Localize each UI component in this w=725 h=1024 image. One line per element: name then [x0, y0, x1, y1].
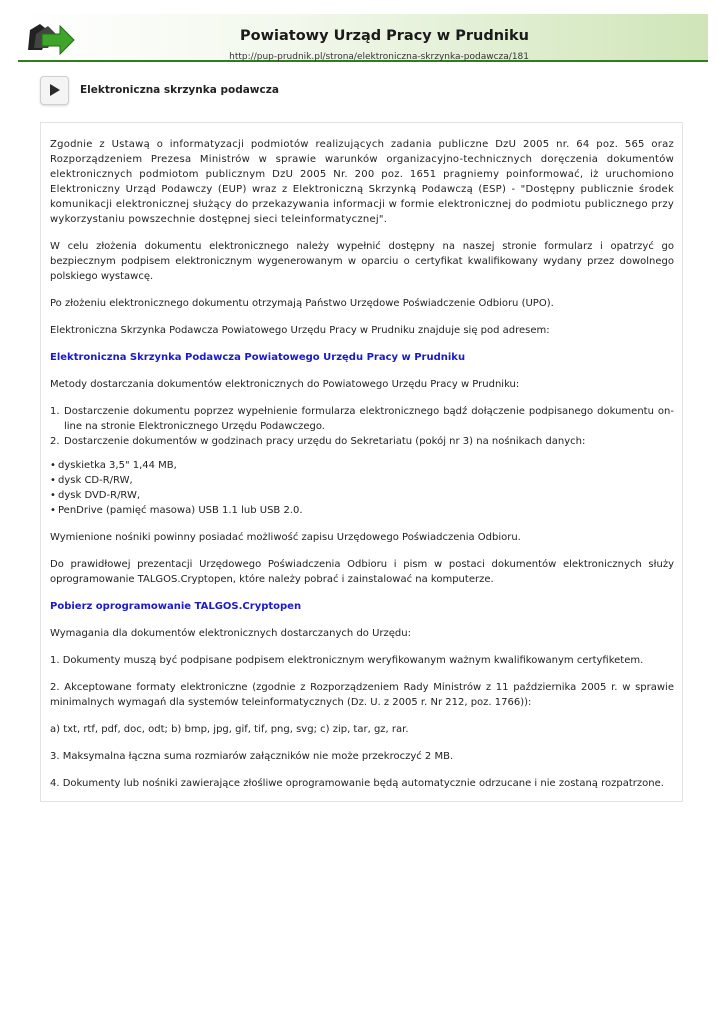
software-paragraph: Do prawidłowej prezentacji Urzędowego Poświadczenia Odbioru i pism w postaci dokumentów elektronicznych służy oprogramowanie TALGOS.Cryptopen, które należy pobrać i zainstalować na komputerze.	[50, 559, 674, 585]
list-number: 2.	[50, 436, 60, 447]
list-text: dyskietka 3,5" 1,44 MB,	[58, 460, 177, 471]
media-note-paragraph: Wymienione nośniki powinny posiadać możliwość zapisu Urzędowego Poświadczenia Odbioru.	[50, 532, 521, 543]
list-item	[50, 434, 674, 449]
requirement-1: 1. Dokumenty muszą być podpisane podpisem elektronicznym weryfikowanym ważnym kwalifikowanym certyfiketem.	[50, 655, 644, 666]
requirement-formats: a) txt, rtf, pdf, doc, odt; b) bmp, jpg, gif, tif, png, svg; c) zip, tar, gz, rar.	[50, 724, 409, 735]
article-content	[50, 137, 674, 791]
list-item	[50, 503, 674, 518]
list-text: PenDrive (pamięć masowa) USB 1.1 lub USB 2.0.	[58, 505, 303, 516]
list-number: 1.	[50, 406, 60, 417]
bullet-icon: •	[50, 505, 56, 516]
bullet-icon: •	[50, 490, 56, 501]
list-item	[50, 404, 674, 434]
bullet-icon: •	[50, 460, 56, 471]
site-title[interactable]: Powiatowy Urząd Pracy w Prudniku	[240, 28, 529, 44]
requirement-2: 2. Akceptowane formaty elektroniczne (zgodnie z Rozporządzeniem Rady Ministrów z 11 października 2005 r. w sprawie minimalnych wymagań dla systemów teleinformatycznych (Dz. U. z 2005 r. Nr 212, poz. 1766)):	[50, 682, 674, 708]
list-item	[50, 458, 674, 473]
play-arrow-icon	[49, 84, 60, 96]
list-text: Dostarczenie dokumentów w godzinach pracy urzędu do Sekretariatu (pokój nr 3) na nośnikach danych:	[64, 436, 586, 447]
address-paragraph: Elektroniczna Skrzynka Podawcza Powiatowego Urzędu Pracy w Prudniku znajduje się pod adresem:	[50, 325, 550, 336]
list-item	[50, 488, 674, 503]
requirement-4: 4. Dokumenty lub nośniki zawierające złośliwe oprogramowanie będą automatycznie odrzucane i nie zostaną rozpatrzone.	[50, 778, 664, 789]
list-text: Dostarczenie dokumentu poprzez wypełnienie formularza elektronicznego bądź dołączenie podpisanego dokumentu on-line na stronie Elektronicznego Urzędu Podawczego.	[64, 406, 674, 432]
instruction-paragraph: W celu złożenia dokumentu elektronicznego należy wypełnić dostępny na naszej stronie formularz i opatrzyć go bezpiecznym podpisem elektronicznym wygenerowanym w oparciu o certyfikat kwalifikowany wydany przez dowolnego polskiego wystawcę.	[50, 241, 674, 282]
list-item	[50, 473, 674, 488]
requirement-3: 3. Maksymalna łączna suma rozmiarów załączników nie może przekroczyć 2 MB.	[50, 751, 454, 762]
upo-paragraph: Po złożeniu elektronicznego dokumentu otrzymają Państwo Urzędowe Poświadczenie Odbioru (UPO).	[50, 298, 554, 309]
list-text: dysk DVD-R/RW,	[58, 490, 141, 501]
arrow-logo-icon[interactable]	[26, 20, 76, 56]
talgos-download-link[interactable]: Pobierz oprogramowanie TALGOS.Cryptopen	[50, 601, 302, 612]
bullet-icon: •	[50, 475, 56, 486]
methods-paragraph: Metody dostarczania dokumentów elektronicznych do Powiatowego Urzędu Pracy w Prudniku:	[50, 379, 520, 390]
esp-link-paragraph	[50, 350, 674, 365]
requirements-heading: Wymagania dla dokumentów elektronicznych dostarczanych do Urzędu:	[50, 628, 411, 639]
media-list	[50, 458, 674, 518]
talgos-link-paragraph	[50, 599, 674, 614]
intro-paragraph: Zgodnie z Ustawą o informatyzacji podmiotów realizujących zadania publiczne DzU 2005 nr. 64 poz. 565 oraz Rozporządzeniem Prezesa Ministrów w sprawie warunków organizacyjno-technicznych doręczenia dokumentów elektronicznych podmiotom publicznym DzU 2005 Nr. 200 poz. 1651 pragniemy poinformować, iż uruchomiono Elektroniczny Urząd Podawczy (EUP) wraz z Elektroniczną Skrzynką Podawczą (ESP) - "Dostępny publicznie środek komunikacji elektronicznej służący do przekazywania informacji w formie elektronicznej do podmiotu publicznego przy wykorzystaniu powszechnie dostępnej sieci teleinformatycznej".	[50, 139, 674, 225]
methods-list	[50, 404, 674, 449]
section-title: Elektroniczna skrzynka podawcza	[80, 84, 279, 96]
list-text: dysk CD-R/RW,	[58, 475, 133, 486]
esp-link[interactable]: Elektroniczna Skrzynka Podawcza Powiatowego Urzędu Pracy w Prudniku	[50, 352, 466, 363]
section-toggle-button[interactable]	[40, 76, 69, 105]
page-url: http://pup-prudnik.pl/strona/elektroniczna-skrzynka-podawcza/181	[229, 52, 529, 62]
